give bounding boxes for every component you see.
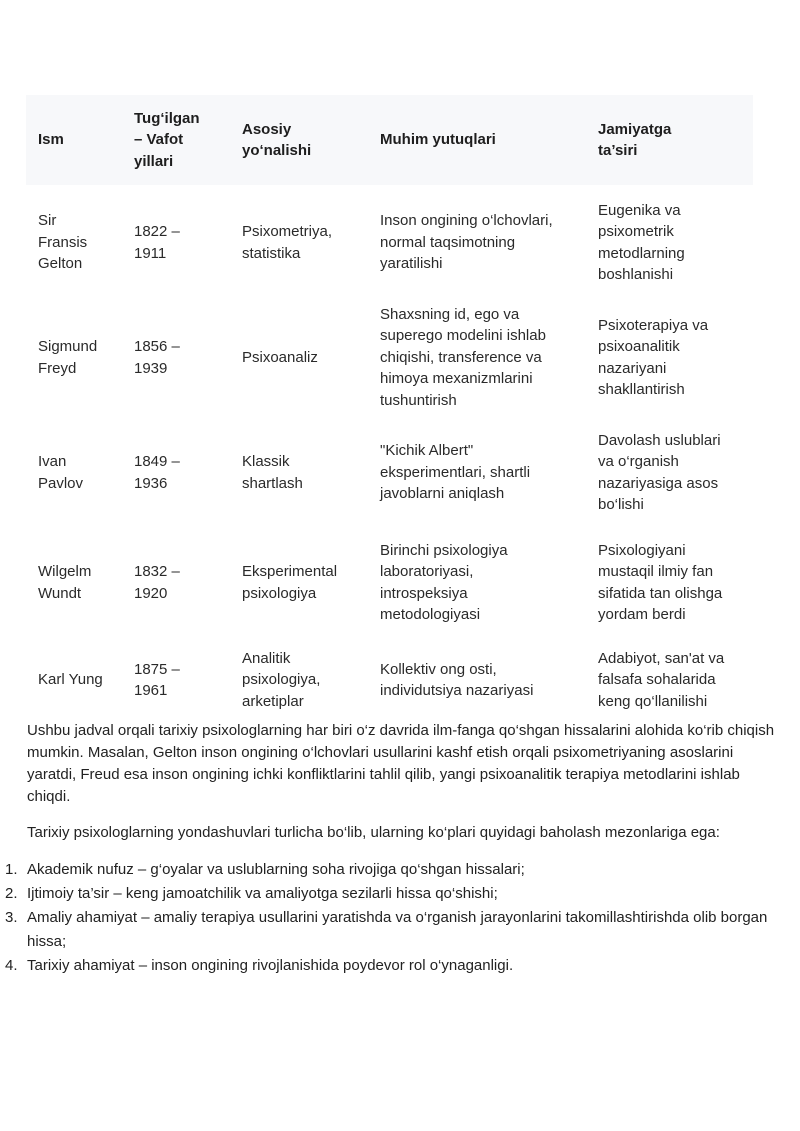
table-row	[26, 185, 753, 300]
list-item-number: 4.	[5, 957, 18, 974]
cell-years: 1822 – 1911	[134, 223, 180, 262]
list-item	[0, 954, 790, 978]
cell-name: Sir Fransis Gelton	[38, 212, 88, 273]
cell-years: 1832 – 1920	[134, 563, 180, 602]
criteria-intro-paragraph: Tarixiy psixologlarning yondashuvlari turlicha bo‘lib, ularning ko‘plari quyidagi baholash mezonlariga ega:	[27, 824, 720, 841]
cell-impact: Psixoterapiya va psixoanalitik nazariyani shakllantirish	[598, 316, 709, 398]
header-years: Tug‘ilgan – Vafot yillari	[122, 95, 230, 185]
cell-impact: Adabiyot, san'at va falsafa sohalarida keng qo‘llanilishi	[598, 649, 725, 710]
psychologists-table	[26, 95, 753, 725]
table-row	[26, 300, 753, 415]
cell-years: 1856 – 1939	[134, 338, 180, 377]
header-impact: Jamiyatga ta’siri	[586, 95, 753, 185]
cell-direction: Eksperimental psixologiya	[242, 563, 338, 602]
cell-impact: Psixologiyani mustaqil ilmiy fan sifatida tan olishga yordam berdi	[598, 541, 723, 623]
cell-impact: Eugenika va psixometrik metodlarning boshlanishi	[598, 201, 685, 283]
list-item-number: 1.	[5, 861, 18, 878]
list-item-text: Ijtimoiy ta’sir – keng jamoatchilik va amaliyotga sezilarli hissa qo‘shishi;	[27, 885, 498, 902]
list-item	[0, 906, 790, 954]
cell-direction: Analitik psixologiya, arketiplar	[242, 649, 321, 710]
header-name: Ism	[26, 95, 122, 185]
list-item	[0, 858, 790, 882]
cell-name: Ivan Pavlov	[38, 453, 84, 492]
table-row	[26, 415, 753, 530]
cell-direction: Klassik shartlash	[242, 453, 303, 492]
list-item-text: Akademik nufuz – g‘oyalar va uslublarning soha rivojiga qo‘shgan hissalari;	[27, 861, 525, 878]
cell-years: 1849 – 1936	[134, 453, 180, 492]
cell-direction: Psixoanaliz	[242, 348, 318, 366]
list-item-text: Amaliy ahamiyat – amaliy terapiya usullarini yaratishda va o‘rganish jarayonlarini takomillashtirishda olib borgan hissa;	[27, 909, 768, 950]
cell-achievements: "Kichik Albert" eksperimentlari, shartli javoblarni aniqlash	[380, 442, 531, 503]
header-direction: Asosiy yo‘nalishi	[230, 95, 368, 185]
cell-name: Wilgelm Wundt	[38, 563, 92, 602]
cell-direction: Psixometriya, statistika	[242, 223, 333, 262]
cell-achievements: Inson ongining o‘lchovlari, normal taqsimotning yaratilishi	[380, 212, 553, 273]
header-achievements: Muhim yutuqlari	[368, 95, 586, 185]
list-item-number: 2.	[5, 885, 18, 902]
list-item-text: Tarixiy ahamiyat – inson ongining rivojlanishida poydevor rol o‘ynaganligi.	[27, 957, 514, 974]
summary-paragraph: Ushbu jadval orqali tarixiy psixologlarning har biri o‘z davrida ilm-fanga qo‘shgan hissalarini alohida ko‘rib chiqish mumkin. Masalan, Gelton inson ongining o‘lchovlari usullarini kashf etish orqali psixometriyaning asoslarini yaratdi, Freud esa inson ongining ichki konfliktlarini tahlil qilib, yangi psixoanalitik terapiya metodlarini ishlab chiqdi.	[27, 722, 775, 805]
cell-name: Karl Yung	[38, 671, 103, 689]
list-item-number: 3.	[5, 909, 18, 926]
cell-achievements: Birinchi psixologiya laboratoriyasi, introspeksiya metodologiyasi	[380, 541, 508, 623]
table-row	[26, 635, 753, 725]
cell-achievements: Shaxsning id, ego va superego modelini ishlab chiqishi, transference va himoya mexanizmlarini tushuntirish	[380, 305, 546, 409]
cell-name: Sigmund Freyd	[38, 338, 98, 377]
cell-impact: Davolash uslublari va o‘rganish nazariyasiga asos bo‘lishi	[598, 431, 721, 513]
cell-years: 1875 – 1961	[134, 660, 180, 699]
list-item	[0, 882, 790, 906]
table-row	[26, 530, 753, 635]
cell-achievements: Kollektiv ong osti, individutsiya nazariyasi	[380, 660, 534, 699]
table-header-row	[26, 95, 753, 185]
criteria-list	[0, 858, 790, 978]
